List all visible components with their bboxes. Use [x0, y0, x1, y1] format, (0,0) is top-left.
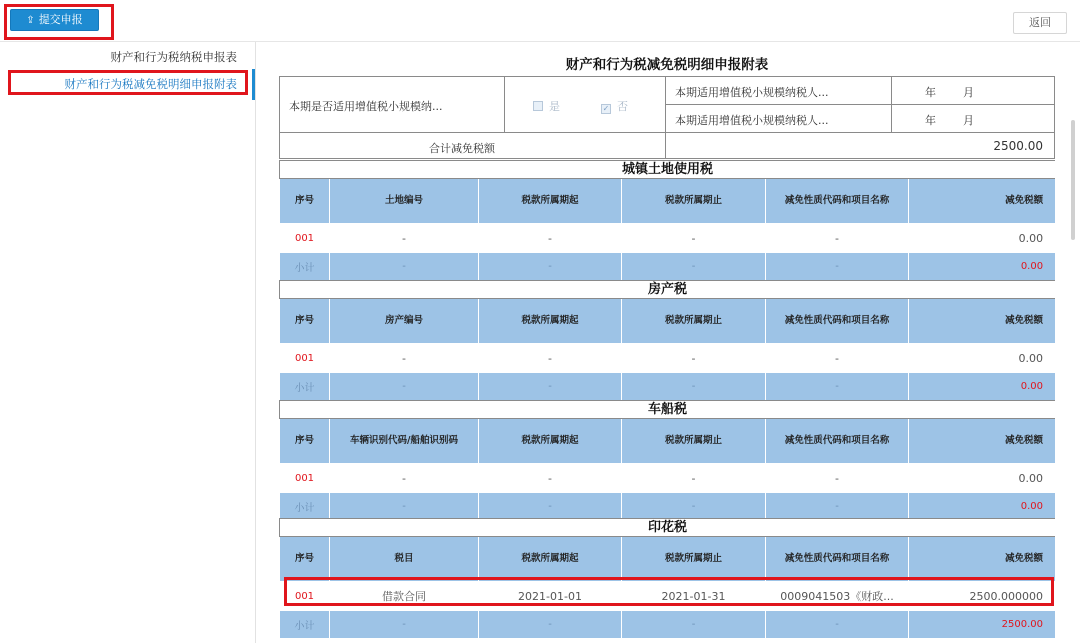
- col-header: 税款所属期止: [622, 537, 766, 582]
- cell: -: [479, 493, 622, 521]
- cell: -: [479, 373, 622, 401]
- cell[interactable]: -: [479, 224, 622, 253]
- cell-tax-item[interactable]: 借款合同: [330, 582, 479, 611]
- section-title: 城镇土地使用税: [280, 161, 1056, 179]
- small-scale-question-label: 本期是否适用增值税小规模纳...: [289, 100, 443, 113]
- cell[interactable]: -: [330, 344, 479, 373]
- scrollbar[interactable]: [1071, 120, 1075, 240]
- period-end-date[interactable]: [925, 112, 974, 128]
- col-header: 税款所属期止: [622, 419, 766, 464]
- small-scale-yes-option[interactable]: [533, 98, 560, 114]
- back-button[interactable]: 返回: [1013, 12, 1067, 34]
- no-checkbox[interactable]: ✓: [602, 104, 610, 113]
- section-property-tax: [279, 280, 1055, 401]
- cell-relief-code[interactable]: 0009041503《财政...: [766, 582, 909, 611]
- col-header: 税款所属期起: [479, 299, 622, 344]
- col-header: 税目: [330, 537, 479, 582]
- subtotal-row: [280, 253, 1056, 281]
- col-header: 税款所属期止: [622, 299, 766, 344]
- year-label: 年: [925, 86, 936, 99]
- cell[interactable]: -: [622, 224, 766, 253]
- subtotal-amount: 0.00: [909, 253, 1056, 281]
- total-relief-value: 2500.00: [993, 139, 1043, 153]
- form-area: [279, 42, 1055, 643]
- yes-label: 是: [549, 100, 560, 113]
- table-row: [280, 344, 1056, 373]
- subtotal-amount: 0.00: [909, 373, 1056, 401]
- cell: -: [479, 253, 622, 281]
- cell-amount[interactable]: 0.00: [909, 464, 1056, 493]
- section-vehicle-vessel-tax: [279, 400, 1055, 521]
- total-relief-label: 合计减免税额: [429, 142, 495, 155]
- subtotal-label: 小计: [280, 611, 330, 639]
- no-label: 否: [617, 100, 628, 113]
- submit-declaration-button[interactable]: [10, 9, 99, 31]
- cell[interactable]: -: [766, 344, 909, 373]
- stamp-duty-row-highlight-box: [284, 577, 1054, 606]
- subtotal-label: 小计: [280, 373, 330, 401]
- col-header: 减免性质代码和项目名称: [766, 299, 909, 344]
- cell[interactable]: -: [479, 464, 622, 493]
- cell: -: [330, 373, 479, 401]
- cell: -: [622, 493, 766, 521]
- cell[interactable]: -: [330, 464, 479, 493]
- year-label: 年: [925, 114, 936, 127]
- col-header: 序号: [280, 537, 330, 582]
- col-header: 减免性质代码和项目名称: [766, 419, 909, 464]
- col-header: 减免税额: [909, 419, 1056, 464]
- upload-icon: ⇪: [26, 15, 35, 26]
- col-header: 车辆识别代码/船舶识别码: [330, 419, 479, 464]
- period-start-label: 本期适用增值税小规模纳税人...: [675, 86, 829, 99]
- subtotal-label: 小计: [280, 493, 330, 521]
- section-title: 印花税: [280, 519, 1056, 537]
- period-end-label: 本期适用增值税小规模纳税人...: [675, 114, 829, 127]
- cell: -: [766, 611, 909, 639]
- yes-checkbox[interactable]: [533, 101, 543, 111]
- subtotal-row: [280, 493, 1056, 521]
- cell-amount[interactable]: 0.00: [909, 344, 1056, 373]
- row-seq: 001: [280, 344, 330, 373]
- cell: -: [622, 611, 766, 639]
- col-header: 序号: [280, 299, 330, 344]
- subtotal-row: [280, 611, 1056, 639]
- col-header: 减免性质代码和项目名称: [766, 537, 909, 582]
- cell: -: [766, 493, 909, 521]
- subtotal-label: 小计: [280, 253, 330, 281]
- cell-amount[interactable]: 0.00: [909, 224, 1056, 253]
- small-scale-no-option[interactable]: [601, 98, 628, 114]
- period-start-date[interactable]: [925, 84, 974, 100]
- sidebar-item-tax-relief-schedule[interactable]: 财产和行为税减免税明细申报附表: [64, 77, 237, 91]
- table-row: [280, 464, 1056, 493]
- cell: -: [766, 373, 909, 401]
- sidebar-active-indicator: [252, 69, 255, 100]
- col-header: 序号: [280, 419, 330, 464]
- cell[interactable]: -: [330, 224, 479, 253]
- cell[interactable]: -: [622, 464, 766, 493]
- row-seq: 001: [280, 464, 330, 493]
- cell[interactable]: -: [766, 224, 909, 253]
- month-label: 月: [963, 86, 974, 99]
- cell[interactable]: -: [479, 344, 622, 373]
- col-header: 土地编号: [330, 179, 479, 224]
- sidebar-item-property-behavior-tax-return[interactable]: 财产和行为税纳税申报表: [110, 50, 237, 64]
- row-seq: 001: [280, 582, 330, 611]
- row-seq: 001: [280, 224, 330, 253]
- table-row: [280, 224, 1056, 253]
- cell: -: [622, 373, 766, 401]
- cell-period-end[interactable]: 2021-01-31: [622, 582, 766, 611]
- col-header: 税款所属期起: [479, 179, 622, 224]
- cell[interactable]: -: [622, 344, 766, 373]
- cell: -: [330, 611, 479, 639]
- subtotal-row: [280, 373, 1056, 401]
- sidebar: [0, 42, 256, 643]
- month-label: 月: [963, 114, 974, 127]
- subtotal-amount: 0.00: [909, 493, 1056, 521]
- col-header: 减免税额: [909, 179, 1056, 224]
- section-urban-land-use-tax: [279, 160, 1055, 281]
- submit-label: 提交申报: [38, 13, 83, 26]
- cell[interactable]: -: [766, 464, 909, 493]
- cell: -: [330, 253, 479, 281]
- cell: -: [479, 611, 622, 639]
- section-title: 车船税: [280, 401, 1056, 419]
- section-title: 房产税: [280, 281, 1056, 299]
- col-header: 序号: [280, 179, 330, 224]
- col-header: 减免性质代码和项目名称: [766, 179, 909, 224]
- col-header: 税款所属期止: [622, 179, 766, 224]
- col-header: 减免税额: [909, 299, 1056, 344]
- subtotal-amount: 2500.00: [909, 611, 1056, 639]
- cell-amount[interactable]: 2500.000000: [909, 582, 1056, 611]
- col-header: 税款所属期起: [479, 537, 622, 582]
- cell: -: [622, 253, 766, 281]
- form-title: 财产和行为税减免税明细申报附表: [565, 57, 769, 73]
- cell-period-start[interactable]: 2021-01-01: [479, 582, 622, 611]
- col-header: 减免税额: [909, 537, 1056, 582]
- col-header: 房产编号: [330, 299, 479, 344]
- cell: -: [330, 493, 479, 521]
- top-toolbar: [0, 0, 1080, 42]
- cell: -: [766, 253, 909, 281]
- col-header: 税款所属期起: [479, 419, 622, 464]
